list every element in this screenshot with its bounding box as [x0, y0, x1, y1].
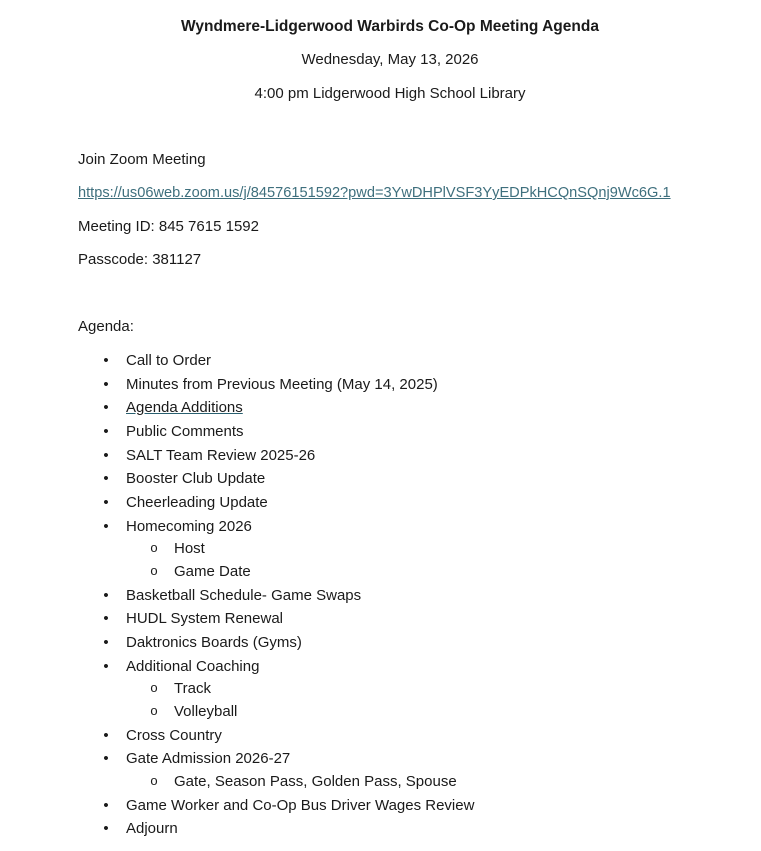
circle-bullet-icon: o	[150, 680, 158, 695]
bullet-icon: •	[103, 376, 109, 393]
bullet-icon: •	[103, 423, 109, 440]
page-title: Wyndmere-Lidgerwood Warbirds Co-Op Meeting Agenda	[181, 18, 599, 35]
agenda-item-label: Public Comments	[126, 423, 244, 440]
meeting-time-location: 4:00 pm Lidgerwood High School Library	[254, 85, 526, 102]
circle-bullet-icon: o	[150, 773, 158, 788]
bullet-icon: •	[103, 447, 109, 464]
zoom-meeting-id: Meeting ID: 845 7615 1592	[78, 218, 259, 235]
bullet-icon: •	[103, 610, 109, 627]
agenda-item-label: SALT Team Review 2025-26	[126, 447, 316, 464]
agenda-item-label: Call to Order	[126, 352, 212, 369]
agenda-item-label: Cross Country	[126, 727, 222, 744]
bullet-icon: •	[103, 634, 109, 651]
bullet-icon: •	[103, 470, 109, 487]
agenda-item-label: Cheerleading Update	[126, 494, 268, 511]
agenda-item-label: Additional Coaching	[126, 658, 260, 675]
agenda-item-label: Minutes from Previous Meeting (May 14, 2025)	[126, 376, 438, 393]
agenda-item-label: Daktronics Boards (Gyms)	[126, 634, 302, 651]
agenda-item-label: Booster Club Update	[126, 470, 266, 487]
agenda-subitem-label: Gate, Season Pass, Golden Pass, Spouse	[174, 773, 457, 790]
zoom-join-label: Join Zoom Meeting	[78, 151, 206, 168]
circle-bullet-icon: o	[150, 563, 158, 578]
bullet-icon: •	[103, 750, 109, 767]
zoom-passcode: Passcode: 381127	[78, 251, 202, 268]
agenda-subitem-label: Game Date	[174, 563, 251, 580]
circle-bullet-icon: o	[150, 540, 158, 555]
bullet-icon: •	[103, 494, 109, 511]
agenda-subitem-label: Track	[174, 680, 211, 697]
bullet-icon: •	[103, 820, 109, 837]
meeting-date: Wednesday, May 13, 2026	[301, 51, 479, 68]
bullet-icon: •	[103, 587, 109, 604]
bullet-icon: •	[103, 518, 109, 535]
agenda-item-label: Agenda Additions	[126, 399, 243, 416]
bullet-icon: •	[103, 399, 109, 416]
agenda-item-label: Basketball Schedule- Game Swaps	[126, 587, 362, 604]
bullet-icon: •	[103, 797, 109, 814]
agenda-subitem-label: Volleyball	[174, 703, 238, 720]
agenda-item-label: HUDL System Renewal	[126, 610, 283, 627]
agenda-subitem-label: Host	[174, 540, 205, 557]
bullet-icon: •	[103, 352, 109, 369]
zoom-meeting-link[interactable]: https://us06web.zoom.us/j/84576151592?pwd=3YwDHPlVSF3YyEDPkHCQnSQnj9Wc6G.1	[78, 185, 671, 201]
circle-bullet-icon: o	[150, 703, 158, 718]
agenda-item-label: Adjourn	[126, 820, 178, 837]
bullet-icon: •	[103, 658, 109, 675]
agenda-item-label: Homecoming 2026	[126, 518, 252, 535]
bullet-icon: •	[103, 727, 109, 744]
agenda-item-label: Gate Admission 2026-27	[126, 750, 291, 767]
agenda-item-label: Game Worker and Co-Op Bus Driver Wages Review	[126, 797, 475, 814]
agenda-heading: Agenda:	[78, 318, 134, 335]
